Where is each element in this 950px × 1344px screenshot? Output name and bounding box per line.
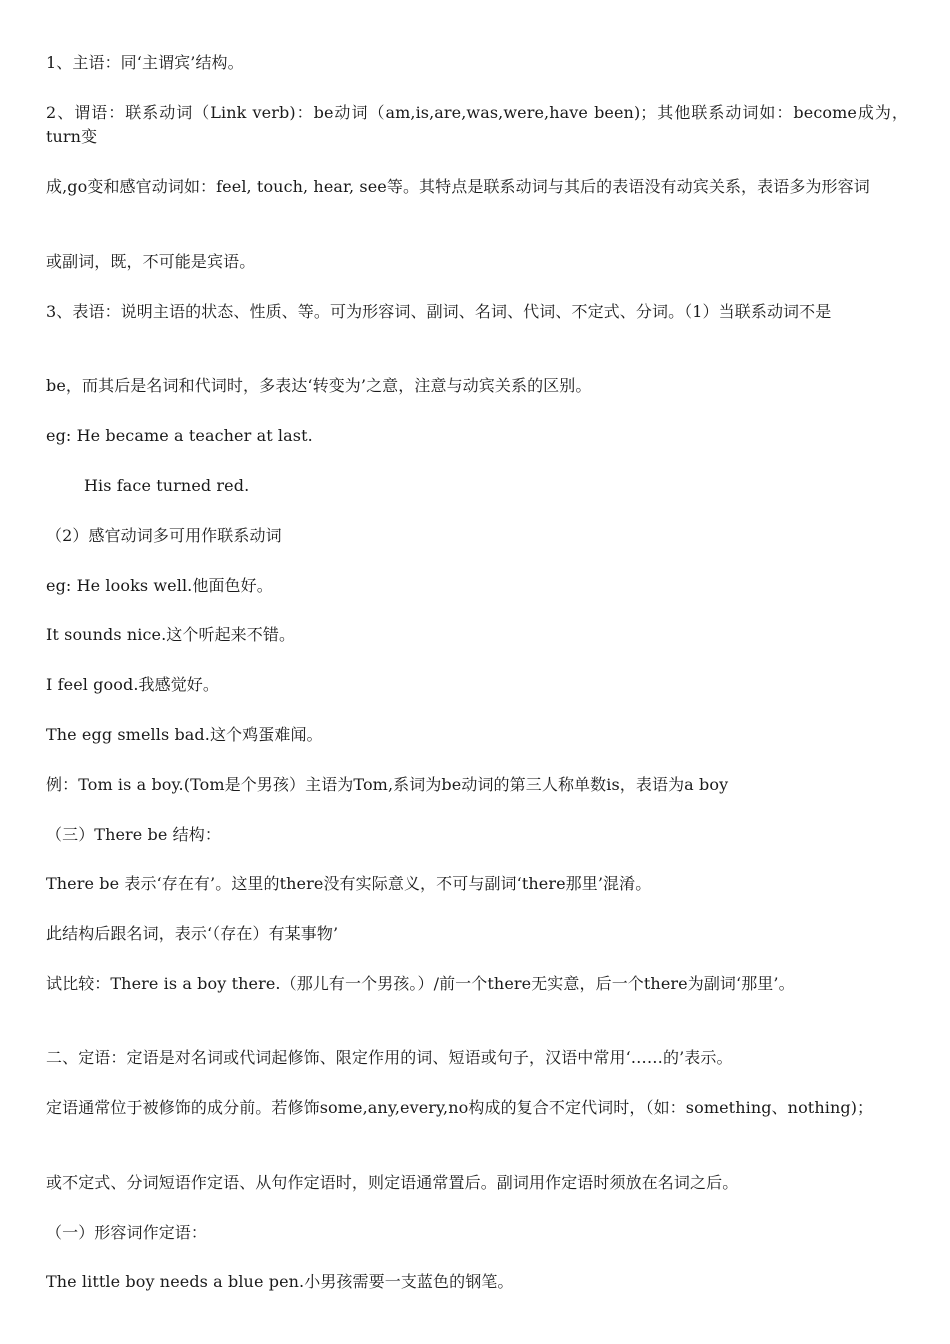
- example-line: It sounds nice.这个听起来不错。: [46, 625, 296, 644]
- paragraph-subject: 1、主语：同‘主谓宾’结构。: [46, 53, 244, 72]
- heading-attributive: 二、定语：定语是对名词或代词起修饰、限定作用的词、短语或句子，汉语中常用‘……的’表示。: [46, 1048, 733, 1067]
- example-tom: 例：Tom is a boy.(Tom是个男孩）主语为Tom,系词为be动词的第三人称单数is，表语为a boy: [46, 775, 729, 794]
- paragraph-compare: 试比较：There is a boy there.（那儿有一个男孩。）/前一个there无实意，后一个there为副词‘那里’。: [46, 974, 795, 993]
- paragraph-predicate-cont: 成,go变和感官动词如：feel, touch, hear, see等。其特点是联系动词与其后的表语没有动宾关系，表语多为形容词: [46, 177, 870, 196]
- paragraph-predicative: 3、表语：说明主语的状态、性质、等。可为形容词、副词、名词、代词、不定式、分词。（1）当联系动词不是: [46, 302, 832, 321]
- subheading-there-be: （三）There be 结构：: [46, 825, 221, 844]
- example-line: The little boy needs a blue pen.小男孩需要一支蓝色的钢笔。: [46, 1272, 514, 1291]
- paragraph-there-be: There be 表示‘存在有’。这里的there没有实际意义，不可与副词‘there那里’混淆。: [46, 874, 652, 893]
- example-line: eg: He became a teacher at last.: [46, 426, 313, 445]
- paragraph-predicative-cont: be，而其后是名词和代词时，多表达‘转变为’之意，注意与动宾关系的区别。: [46, 376, 592, 395]
- example-line: His face turned red.: [84, 476, 250, 495]
- example-line: The egg smells bad.这个鸡蛋难闻。: [46, 725, 323, 744]
- paragraph-predicate: 2、谓语：联系动词（Link verb)：be动词（am,is,are,was,were,have been)；其他联系动词如：become成为，turn变: [46, 103, 908, 146]
- subheading-adjective-attributive: （一）形容词作定语：: [46, 1223, 208, 1242]
- paragraph-attributive-position: 定语通常位于被修饰的成分前。若修饰some,any,every,no构成的复合不定代词时，（如：something、nothing)；: [46, 1098, 874, 1117]
- paragraph-there-be-follow: 此结构后跟名词，表示‘（存在）有某事物’: [46, 924, 339, 943]
- subheading-sense-verbs: （2）感官动词多可用作联系动词: [46, 526, 282, 545]
- paragraph-attributive-after: 或不定式、分词短语作定语、从句作定语时，则定语通常置后。副词用作定语时须放在名词之后。: [46, 1173, 739, 1192]
- paragraph-predicate-end: 或副词，既，不可能是宾语。: [46, 252, 256, 271]
- example-line: I feel good.我感觉好。: [46, 675, 220, 694]
- example-line: eg: He looks well.他面色好。: [46, 576, 273, 595]
